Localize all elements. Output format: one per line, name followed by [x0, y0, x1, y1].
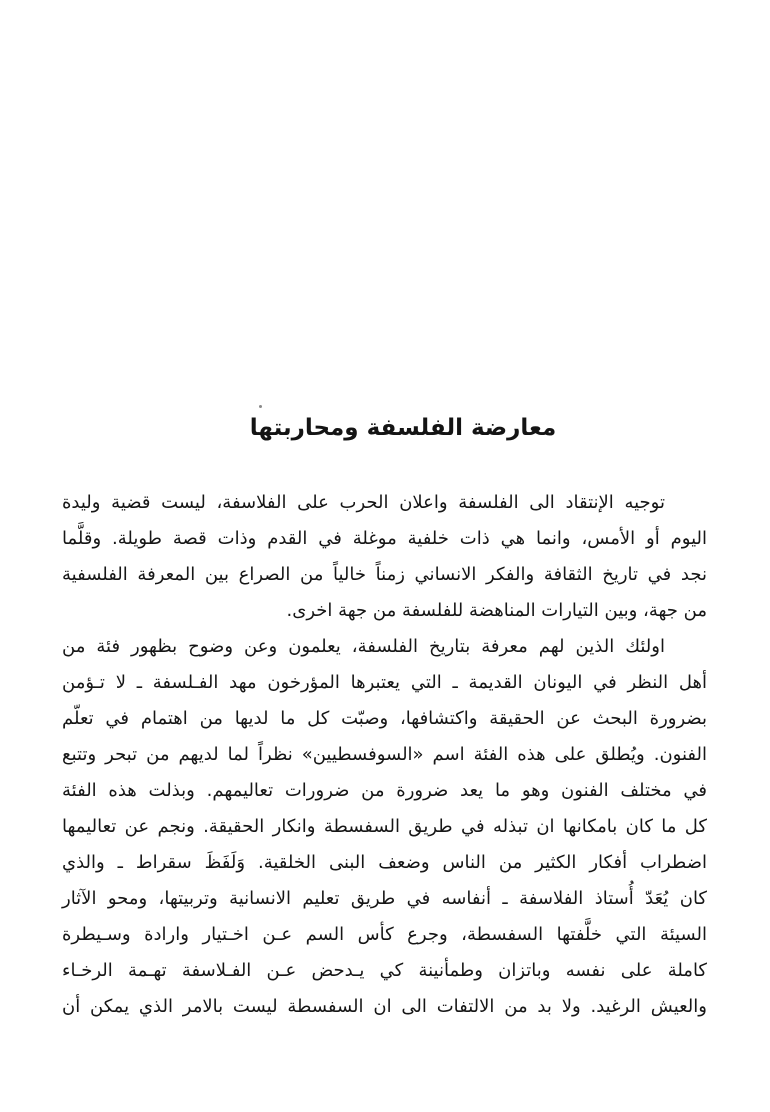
text-line: اضطراب أفكار الكثير من الناس وضعف البنى الخلقية. وَلَفَظَ سقراط ـ والذي	[62, 852, 707, 873]
text-line: أهل النظر في اليونان القديمة ـ التي يعتبرها المؤرخون مهد الفـلسفة ـ لا تـؤمن	[62, 672, 707, 693]
body-text	[62, 485, 707, 1025]
text-line: كاملة على نفسه وباتزان وطمأنينة كي يـدحض عـن الفـلاسفة تهـمة الرخـاء	[62, 960, 707, 981]
text-line: اولئك الذين لهم معرفة بتاريخ الفلسفة، يعلمون وعن وضوح بظهور فئة من	[62, 636, 665, 657]
text-line: كل ما كان بامكانها ان تبذله في طريق السفسطة وانكار الحقيقة. ونجم عن تعاليمها	[62, 816, 707, 837]
text-line: من جهة، وبين التيارات المناهضة للفلسفة من جهة اخرى.	[286, 600, 707, 621]
text-line: في مختلف الفنون وهو ما يعد ضرورة من ضرورات تعاليمهم. وبذلت هذه الفئة	[62, 780, 707, 801]
text-line: كان يُعَدّ أُستاذ الفلاسفة ـ أنفاسه في طريق تعليم الانسانية وتربيتها، ومحو الآثار	[62, 888, 707, 909]
text-line: الفنون. ويُطلق على هذه الفئة اسم «السوفسطيين» نظراً لما لديهم من تبحر وتتبع	[62, 744, 707, 765]
text-line: بضرورة البحث عن الحقيقة واكتشافها، وصبّت كل ما لديها من اهتمام في تعلّم	[62, 708, 707, 729]
text-line: والعيش الرغيد. ولا بد من الالتفات الى ان السفسطة ليست بالامر الذي يمكن أن	[62, 996, 707, 1017]
text-line: السيئة التي خلَّفتها السفسطة، وجرع كأس السم عـن اخـتيار وارادة وسـيطرة	[62, 924, 707, 945]
text-line: توجيه الإنتقاد الى الفلسفة واعلان الحرب على الفلاسفة، ليست قضية وليدة	[62, 492, 665, 513]
text-line: نجد في تاريخ الثقافة والفكر الانساني زمناً خالياً من الصراع بين المعرفة الفلسفية	[62, 564, 707, 585]
paragraph	[62, 629, 707, 1025]
paragraph	[62, 485, 707, 629]
page-title: معارضة الفلسفة ومحاربتها	[249, 415, 557, 441]
print-speck	[259, 405, 262, 408]
text-line: اليوم أو الأمس، وانما هي ذات خلفية موغلة في القدم وذات قصة طويلة. وقلَّما	[62, 528, 707, 549]
